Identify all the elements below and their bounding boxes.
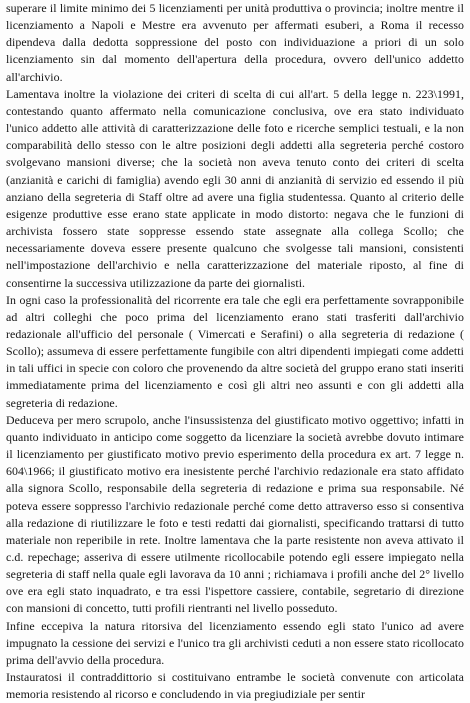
paragraph-4: Deduceva per mero scrupolo, anche l'insussistenza del giustificato motivo oggettivo; infatti in quanto individuato in anticipo come soggetto da licenziare la società avrebbe dovuto intimare il licenziamento per giustificato motivo previo esperimento della procedura ex art. 7 legge n. 604\1966; il giustificato motivo era inesistente perché l'archivio redazionale era stato affidato alla signora Scollo, responsabile della segreteria di redazione e prima sua responsabile. Né poteva essere soppresso l'archivio redazionale perché come detto attraverso esso si consentiva alla redazione di riutilizzare le foto e testi redatti dai giornalisti, specificando trattarsi di tutto materiale non reperibile in rete. Inoltre lamentava che la parte resistente non aveva attivato il c.d. repechage; asseriva di essere utilmente ricollocabile potendo egli essere impiegato nella segreteria di staff nella quale egli lavorava da 10 anni ; richiamava i profili anche del 2° livello ove era egli stato inquadrato, e tra essi l'ispettore cassiere, contabile, segretario di direzione con mansioni di concetto, tutti profili rientranti nel livello posseduto. (6, 412, 464, 616)
paragraph-6: Instauratosi il contraddittorio si costituivano entrambe le società convenute con articolata memoria resistendo al ricorso e concludendo in via pregiudiziale per sentir (6, 670, 464, 702)
paragraph-2: Lamentava inoltre la violazione dei criteri di scelta di cui all'art. 5 della legge n. 223\1991, contestando quanto affermato nella comunicazione conclusiva, ove era stato individuato l'unico addetto alle attività di caratterizzazione delle foto e ricerche semplici testuali, e la non comparabilità dello stesso con le altre posizioni degli addetti alla segreteria perché costoro svolgevano mansioni diverse; che la società non aveva tenuto conto dei criteri di scelta (anzianità e carichi di famiglia) avendo egli 30 anni di anzianità di servizio ed essendo il più anziano della segreteria di Staff oltre ad avere una figlia studentessa. Quanto al criterio delle esigenze produttive esse erano state applicate in modo distorto: negava che le funzioni di archivista fossero state soppresse essendo state assegnate alla collega Scollo; che necessariamente doveva essere presente qualcuno che svolgesse tali mansioni, consistenti nell'impostazione dell'archivio e nella caratterizzazione del materiale riposto, al fine di consentirne la successiva utilizzazione da parte dei giornalisti. (6, 86, 464, 290)
document-body (6, 0, 464, 703)
paragraph-1: superare il limite minimo dei 5 licenziamenti per unità produttiva o provincia; inoltre mentre il licenziamento a Napoli e Mestre era avvenuto per affermati esuberi, a Roma il recesso dipendeva dalla dedotta soppressione del posto con individuazione a priori di un solo licenziamento sin dal momento dell'apertura della procedura, ovvero dell'unico addetto all'archivio. (6, 1, 464, 84)
paragraph-3: In ogni caso la professionalità del ricorrente era tale che egli era perfettamente sovrapponibile ad altri colleghi che poco prima del licenziamento erano stati trasferiti dall'archivio redazionale all'ufficio del personale ( Vimercati e Serafini) o alla segreteria di redazione ( Scollo); assumeva di essere perfettamente fungibile con altri dipendenti impiegati come addetti in tali uffici in specie con coloro che provenendo da altre società del gruppo erano stati inseriti immediatamente prima del licenziamento e così gli altri neo assunti e con gli addetti alla segreteria di redazione. (6, 292, 464, 410)
paragraph-5: Infine eccepiva la natura ritorsiva del licenziamento essendo egli stato l'unico ad avere impugnato la cessione dei servizi e l'unico tra gli archivisti ceduti a non essere stato ricollocato prima dell'avvio della procedura. (6, 618, 464, 667)
